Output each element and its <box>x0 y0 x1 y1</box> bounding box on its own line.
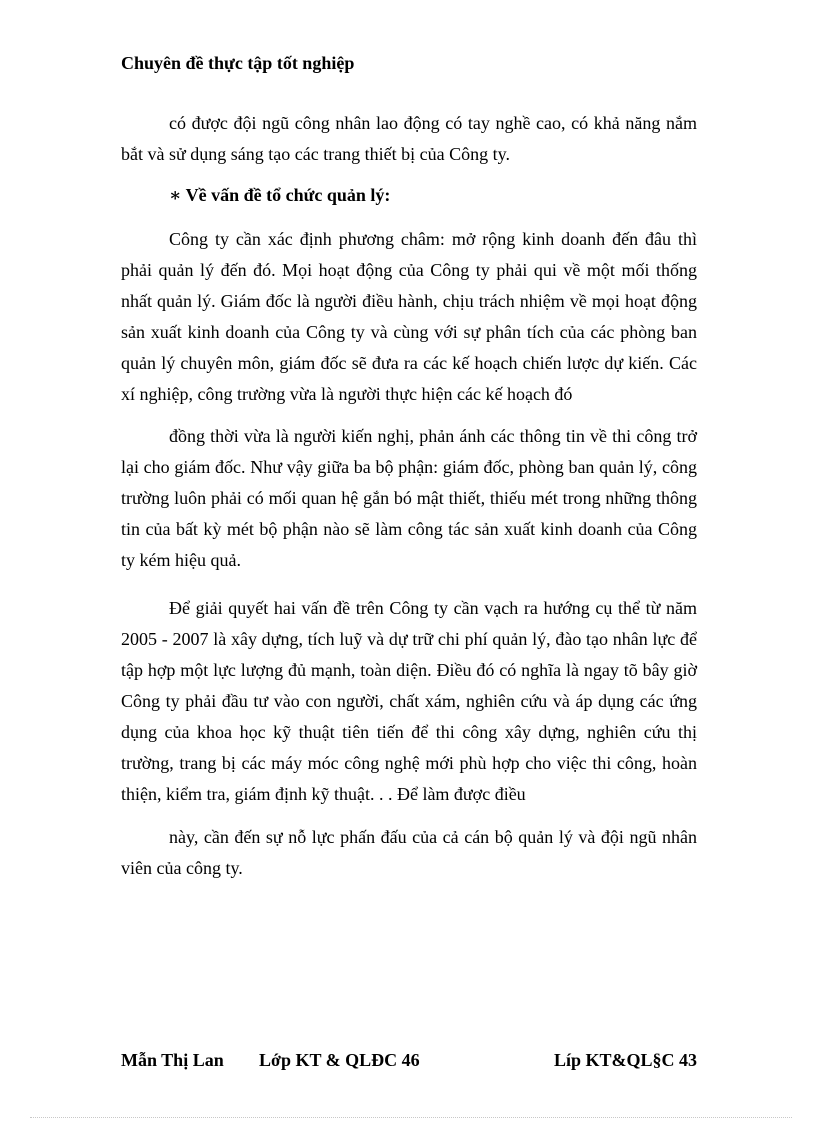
paragraph-1 <box>121 108 697 170</box>
paragraph-text: có được đội ngũ công nhân lao động có tay nghề cao, có khả năng nắm bắt và sử dụng sáng tạo các trang thiết bị của Công ty. <box>121 113 697 164</box>
paragraph-text: đồng thời vừa là người kiến nghị, phản ánh các thông tin về thi công trở lại cho giám đốc. Như vậy giữa ba bộ phận: giám đốc, phòng ban quản lý, công trường luôn phải có mối quan hệ gắn bó mật thiết, thiếu mét trong những thông tin của bất kỳ mét bộ phận nào sẽ làm công tác sản xuất kinh doanh của Công ty kém hiệu quả. <box>121 426 697 570</box>
heading-text: ∗ Về vấn đề tổ chức quản lý: <box>169 185 391 205</box>
section-heading <box>121 180 697 211</box>
paragraph-text: Công ty cần xác định phương châm: mở rộng kinh doanh đến đâu thì phải quản lý đến đó. Mọi hoạt động của Công ty phải qui về một mối thống nhất quản lý. Giám đốc là người điều hành, chịu trách nhiệm về mọi hoạt động sản xuất kinh doanh của Công ty và cùng với sự phân tích của các phòng ban quản lý chuyên môn, giám đốc sẽ đưa ra các kế hoạch chiến lược dự kiến. Các xí nghiệp, công trường vừa là người thực hiện các kế hoạch đó <box>121 229 697 404</box>
paragraph-2 <box>121 224 697 410</box>
paragraph-text: này, cần đến sự nỗ lực phấn đấu của cả cán bộ quản lý và đội ngũ nhân viên của công ty. <box>121 827 697 878</box>
paragraph-4 <box>121 593 697 810</box>
paragraph-text: Để giải quyết hai vấn đề trên Công ty cần vạch ra hướng cụ thể từ năm 2005 - 2007 là xây dựng, tích luỹ và dự trữ chi phí quản lý, đào tạo nhân lực để tập hợp một lực lượng đủ mạnh, toàn diện. Điều đó có nghĩa là ngay tõ bây giờ Công ty phải đầu tư vào con người, chất xám, nghiên cứu và áp dụng các ứng dụng của khoa học kỹ thuật tiên tiến để thi công xây dựng, nghiên cứu thị trường, trang bị các máy móc công nghệ mới phù hợp cho việc thi công, hoàn thiện, kiểm tra, giám định kỹ thuật. . . Để làm được điều <box>121 598 697 804</box>
page-header: Chuyên đề thực tập tốt nghiệp <box>121 53 355 73</box>
footer-class: Lớp KT & QLĐC 46 <box>259 1050 420 1070</box>
page-divider <box>30 1117 792 1118</box>
paragraph-3 <box>121 421 697 576</box>
footer-class-alt: Líp KT&QL§C 43 <box>553 1050 697 1070</box>
paragraph-5 <box>121 822 697 884</box>
footer-author: Mẫn Thị Lan <box>121 1050 224 1070</box>
